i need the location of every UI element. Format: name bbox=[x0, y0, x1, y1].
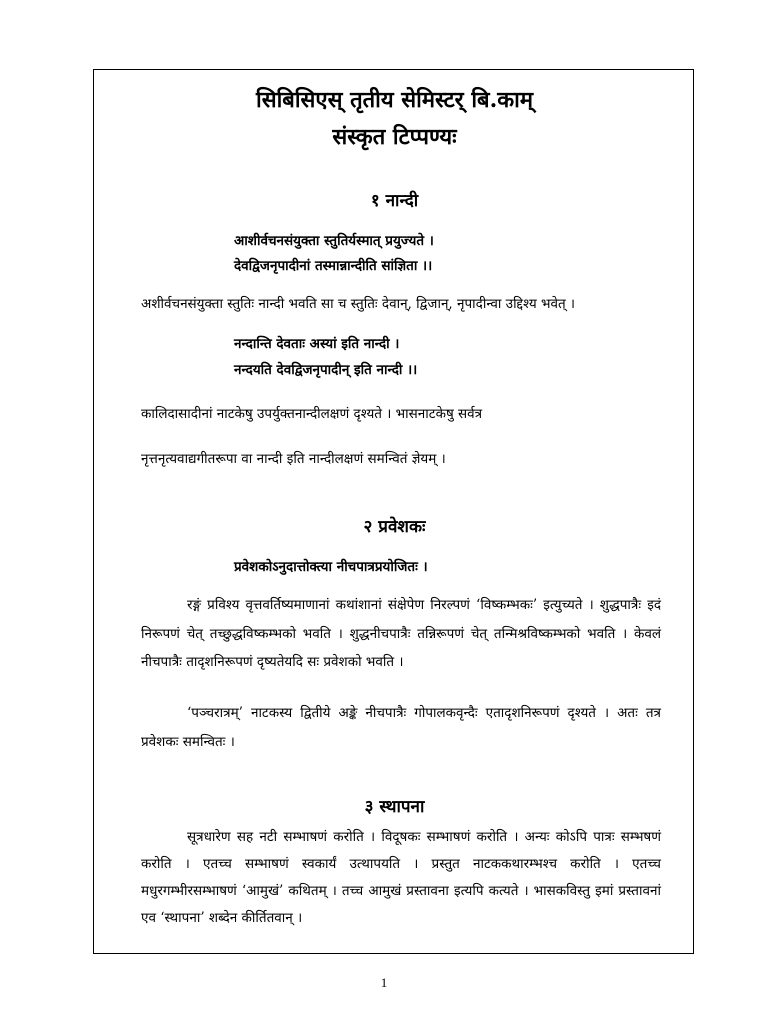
page-number: 1 bbox=[380, 975, 388, 990]
section-1-paragraph-3: नृत्तनृत्यवाद्यगीतरूपा वा नान्दी इति नान्दीलक्षणं समन्वितं ज्ञेयम् । bbox=[141, 451, 446, 467]
section-2-verse: प्रवेशकोऽनुदात्तोक्त्या नीचपात्रप्रयोजितः । bbox=[234, 559, 428, 575]
section-2-paragraph-2: ‘पञ्चरात्रम्’ नाटकस्य द्वितीये अङ्के नीचपात्रैः गोपालकवृन्दैः एतादृशनिरूपणं दृश्यते । अतः तत्र प्रवेशकः समन्वितः । bbox=[141, 705, 661, 750]
title-line-2: संस्कृत टिप्पण्यः bbox=[332, 124, 457, 150]
section-1-verse-1-line-1: आशीर्वचनसंयुक्ता स्तुतिर्यस्मात् प्रयुज्यते । bbox=[234, 233, 434, 249]
section-1-verse-2-line-2: नन्दयति देवद्विजनृपादीन् इति नान्दी ।। bbox=[234, 362, 418, 378]
section-1-paragraph-1: अशीर्वचनसंयुक्ता स्तुतिः नान्दी भवति सा च स्तुतिः देवान्, द्विजान्, नृपादीन्वा उद्दिश्य भवेत् । bbox=[141, 296, 576, 312]
section-1-verse-2-line-1: नन्दान्ति देवताः अस्यां इति नान्दी । bbox=[234, 336, 400, 352]
section-1-verse-1-line-2: देवद्विजनृपादीनां तस्मान्नान्दीति सांज्ञिता ।। bbox=[234, 258, 433, 274]
section-2-paragraph-1: रङ्गं प्रविश्य वृत्तवर्तिष्यमाणानां कथांशानां संक्षेपेण निरल्पणं ‘विष्कम्भकः’ इत्युच्यते । शुद्धपात्रैः इदं निरूपणं चेत् तच्छुद्धविष्कम्भको भवति । शुद्धनीचपात्रैः तन्निरूपणं चेत् तन्मिश्रविष्कम्भको भवति । केवलं नीचपात्रैः तादृशनिरूपणं दृष्यतेयदि सः प्रवेशको भवति । bbox=[141, 597, 661, 670]
section-3-heading: ३ स्थापना bbox=[364, 797, 425, 817]
section-1-heading: १ नान्दी bbox=[370, 191, 419, 211]
section-3-paragraph-1: सूत्रधारेण सह नटी सम्भाषणं करोति । विदूषकः सम्भाषणं करोति । अन्यः कोऽपि पात्रः सम्भषणं करोति । एतच्च सम्भाषणं स्वकार्यं उत्थापयति । प्रस्तुत नाटककथारम्भश्च करोति । एतच्च मधुरगम्भीरसम्भाषणं ‘आमुखं’ कथितम् । तच्च आमुखं प्रस्तावना इत्यपि कत्यते । भासकविस्तु इमां प्रस्तावनां एव ‘स्थापना’ शब्देन कीर्तितवान् । bbox=[141, 829, 661, 926]
section-2-heading: २ प्रवेशकः bbox=[363, 517, 426, 537]
title-line-1: सिबिसिएस् तृतीय सेमिस्टर् बि.काम् bbox=[256, 87, 533, 113]
page-border bbox=[93, 69, 694, 954]
section-1-paragraph-2: कालिदासादीनां नाटकेषु उपर्युक्तनान्दीलक्षणं दृश्यते । भासनाटकेषु सर्वत्र bbox=[141, 406, 483, 422]
